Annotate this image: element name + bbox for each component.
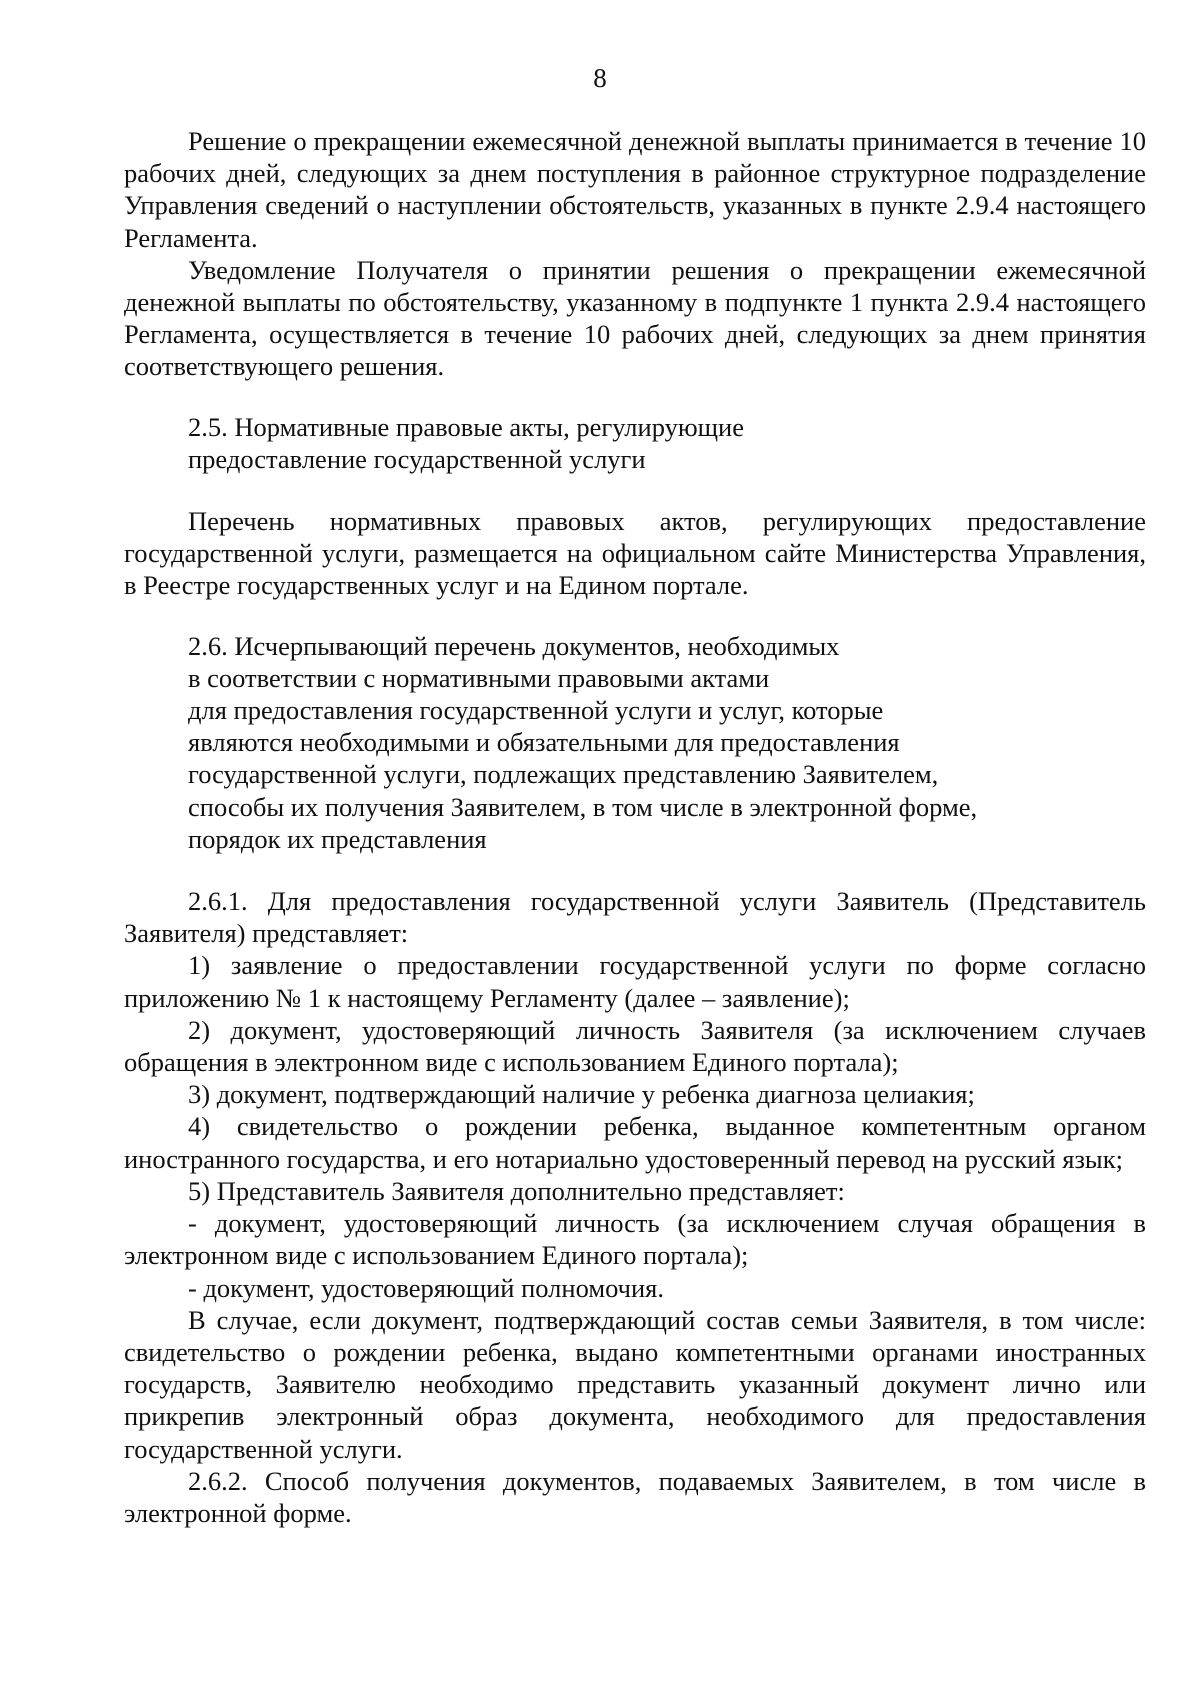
paragraph: 2.6.1. Для предоставления государственной услуги Заявитель (Представитель Заявителя) представляет: — [124, 886, 1146, 949]
section-heading-2-6-line: являются необходимыми и обязательными для предоставления — [188, 727, 900, 758]
list-item: 3) документ, подтверждающий наличие у ребенка диагноза целиакия; — [188, 1079, 975, 1110]
list-item: - документ, удостоверяющий личность (за исключением случая обращения в электронном виде с использованием Единого портала); — [124, 1208, 1146, 1271]
section-heading-2-6-line: государственной услуги, подлежащих представлению Заявителем, — [188, 759, 939, 790]
document-body — [124, 125, 1146, 1529]
section-heading-2-6-line: 2.6. Исчерпывающий перечень документов, необходимых — [188, 630, 840, 661]
list-item: 5) Представитель Заявителя дополнительно представляет: — [188, 1175, 845, 1206]
section-heading-2-6-line: порядок их представления — [188, 823, 487, 854]
paragraph: Перечень нормативных правовых актов, регулирующих предоставление государственной услуги, размещается на официальном сайте Министерства Управления, в Реестре государственных услуг и на Едином портале. — [124, 506, 1146, 601]
page-number: 8 — [593, 63, 607, 93]
section-heading-2-6-line: для предоставления государственной услуги и услуг, которые — [188, 695, 884, 726]
section-heading-2-5-line: предоставление государственной услуги — [188, 443, 646, 474]
list-item: - документ, удостоверяющий полномочия. — [188, 1272, 664, 1303]
paragraph: В случае, если документ, подтверждающий состав семьи Заявителя, в том числе: свидетельство о рождении ребенка, выдано компетентными органами иностранных государств, Заявителю необходимо представить указанный документ лично или прикрепив электронный образ документа, необходимого для предоставления государственной услуги. — [124, 1304, 1146, 1464]
section-heading-2-6-line: способы их получения Заявителем, в том числе в электронной форме, — [188, 791, 978, 822]
paragraph: Решение о прекращении ежемесячной денежной выплаты принимается в течение 10 рабочих дней, следующих за днем поступления в районное структурное подразделение Управления сведений о наступлении обстоятельств, указанных в пункте 2.9.4 настоящего Регламента. — [124, 126, 1146, 253]
list-item: 4) свидетельство о рождении ребенка, выданное компетентным органом иностранного государства, и его нотариально удостоверенный перевод на русский язык; — [124, 1111, 1146, 1174]
paragraph: 2.6.2. Способ получения документов, подаваемых Заявителем, в том числе в электронной форме. — [124, 1465, 1146, 1528]
list-item: 1) заявление о предоставлении государственной услуги по форме согласно приложению № 1 к настоящему Регламенту (далее – заявление); — [124, 950, 1146, 1013]
section-heading-2-5-line: 2.5. Нормативные правовые акты, регулирующие — [188, 411, 744, 442]
list-item: 2) документ, удостоверяющий личность Заявителя (за исключением случаев обращения в электронном виде с использованием Единого портала); — [124, 1014, 1146, 1078]
section-heading-2-6-line: в соответствии с нормативными правовыми актами — [188, 662, 770, 693]
paragraph: Уведомление Получателя о принятии решения о прекращении ежемесячной денежной выплаты по обстоятельству, указанному в подпункте 1 пункта 2.9.4 настоящего Регламента, осуществляется в течение 10 рабочих дней, следующих за днем принятия соответствующего решения. — [124, 254, 1146, 382]
